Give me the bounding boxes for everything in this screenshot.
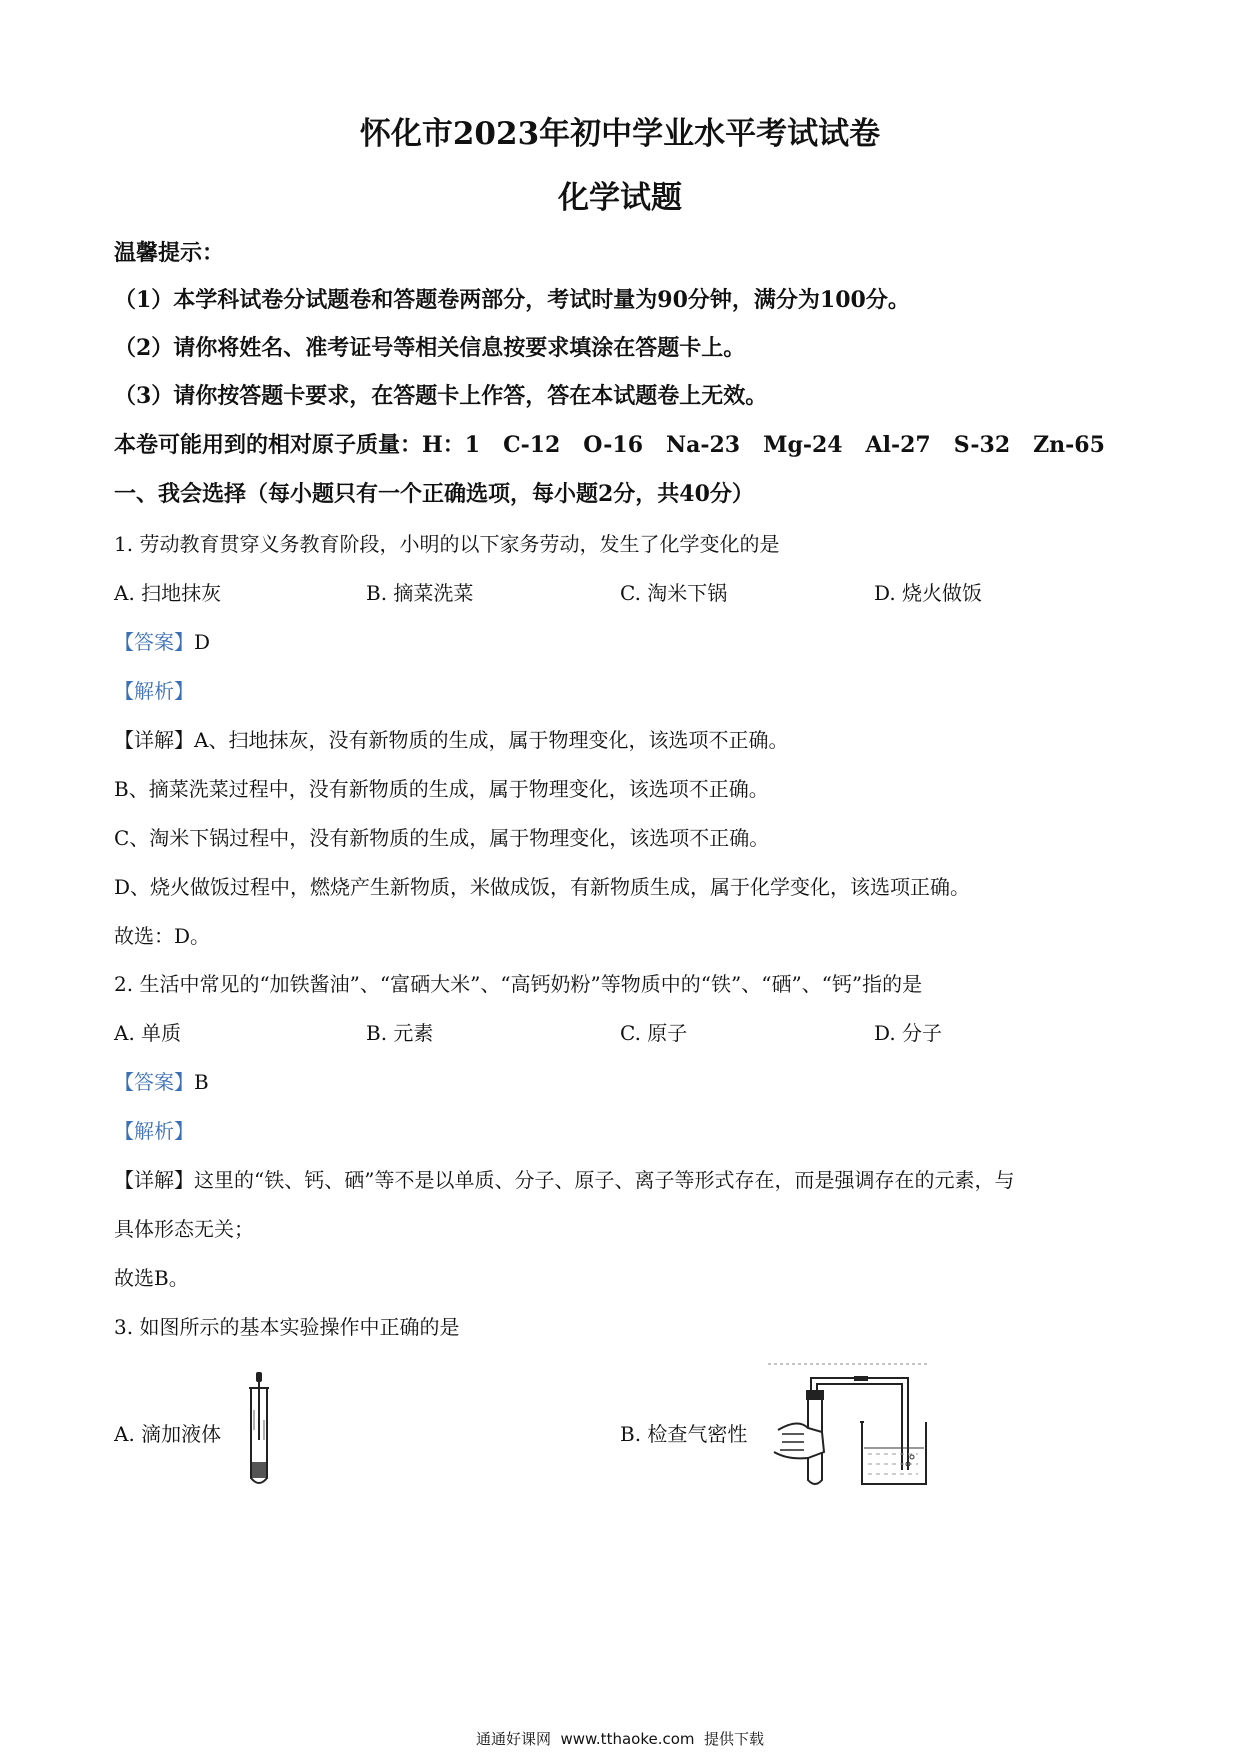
question-stem: 2. 生活中常见的“加铁酱油”、“富硒大米”、“高钙奶粉”等物质中的“铁”、“硒”、“钙”指的是: [114, 972, 923, 996]
airtightness-check-figure: [768, 1360, 928, 1490]
answer-value: B: [194, 1070, 209, 1094]
answer-value: D: [194, 630, 211, 654]
detail-line: 【详解】A、扫地抹灰，没有新物质的生成，属于物理变化，该选项不正确。: [114, 728, 789, 752]
detail-line: D、烧火做饭过程中，燃烧产生新物质，米做成饭，有新物质生成，属于化学变化，该选项正确。: [114, 875, 971, 899]
option-a: A. 单质: [114, 1021, 182, 1045]
option-a: A. 扫地抹灰: [114, 581, 222, 605]
detail-line: C、淘米下锅过程中，没有新物质的生成，属于物理变化，该选项不正确。: [114, 826, 770, 850]
footer: 通通好课网 www.tthaoke.com 提供下载: [475, 1730, 765, 1748]
exam-title: 怀化市2023年初中学业水平考试试卷: [359, 116, 881, 152]
subject-title: 化学试题: [558, 180, 682, 216]
answer-line: [114, 1066, 209, 1095]
option-c: C. 原子: [620, 1021, 688, 1045]
option-d: D. 烧火做饭: [874, 581, 983, 605]
option-b: B. 摘菜洗菜: [366, 581, 474, 605]
question-stem: 3. 如图所示的基本实验操作中正确的是: [114, 1315, 460, 1339]
dropper-test-tube-figure: [240, 1370, 280, 1490]
question-stem: 1. 劳动教育贯穿义务教育阶段，小明的以下家务劳动，发生了化学变化的是: [114, 532, 780, 556]
answer-line: [114, 626, 210, 655]
tip-item: （3）请你按答题卡要求，在答题卡上作答，答在本试题卷上无效。: [114, 383, 768, 409]
detail-line: 具体形态无关；: [114, 1217, 254, 1241]
tip-item: （1）本学科试卷分试题卷和答题卷两部分，考试时量为90分钟，满分为100分。: [114, 287, 910, 313]
analysis-tag: 【解析】: [114, 1119, 194, 1143]
option-b: B. 检查气密性: [620, 1422, 748, 1446]
option-d: D. 分子: [874, 1021, 943, 1045]
detail-line: 故选：D。: [114, 924, 211, 948]
atomic-mass-line: 本卷可能用到的相对原子质量：H：1 C-12 O-16 Na-23 Mg-24 Al-27 S-32 Zn-65: [114, 432, 1105, 458]
tips-heading: 温馨提示：: [114, 240, 225, 266]
section-title: 一、我会选择（每小题只有一个正确选项，每小题2分，共40分）: [114, 481, 754, 507]
detail-line: 【详解】这里的“铁、钙、硒”等不是以单质、分子、原子、离子等形式存在，而是强调存在的元素，与: [114, 1168, 1015, 1192]
detail-line: 故选B。: [114, 1266, 189, 1290]
detail-line: B、摘菜洗菜过程中，没有新物质的生成，属于物理变化，该选项不正确。: [114, 777, 769, 801]
option-b: B. 元素: [366, 1021, 434, 1045]
answer-tag: 【答案】: [114, 1070, 194, 1094]
answer-tag: 【答案】: [114, 630, 194, 654]
analysis-tag: 【解析】: [114, 679, 194, 703]
tip-item: （2）请你将姓名、准考证号等相关信息按要求填涂在答题卡上。: [114, 335, 746, 361]
option-c: C. 淘米下锅: [620, 581, 728, 605]
option-a: A. 滴加液体: [114, 1422, 222, 1446]
